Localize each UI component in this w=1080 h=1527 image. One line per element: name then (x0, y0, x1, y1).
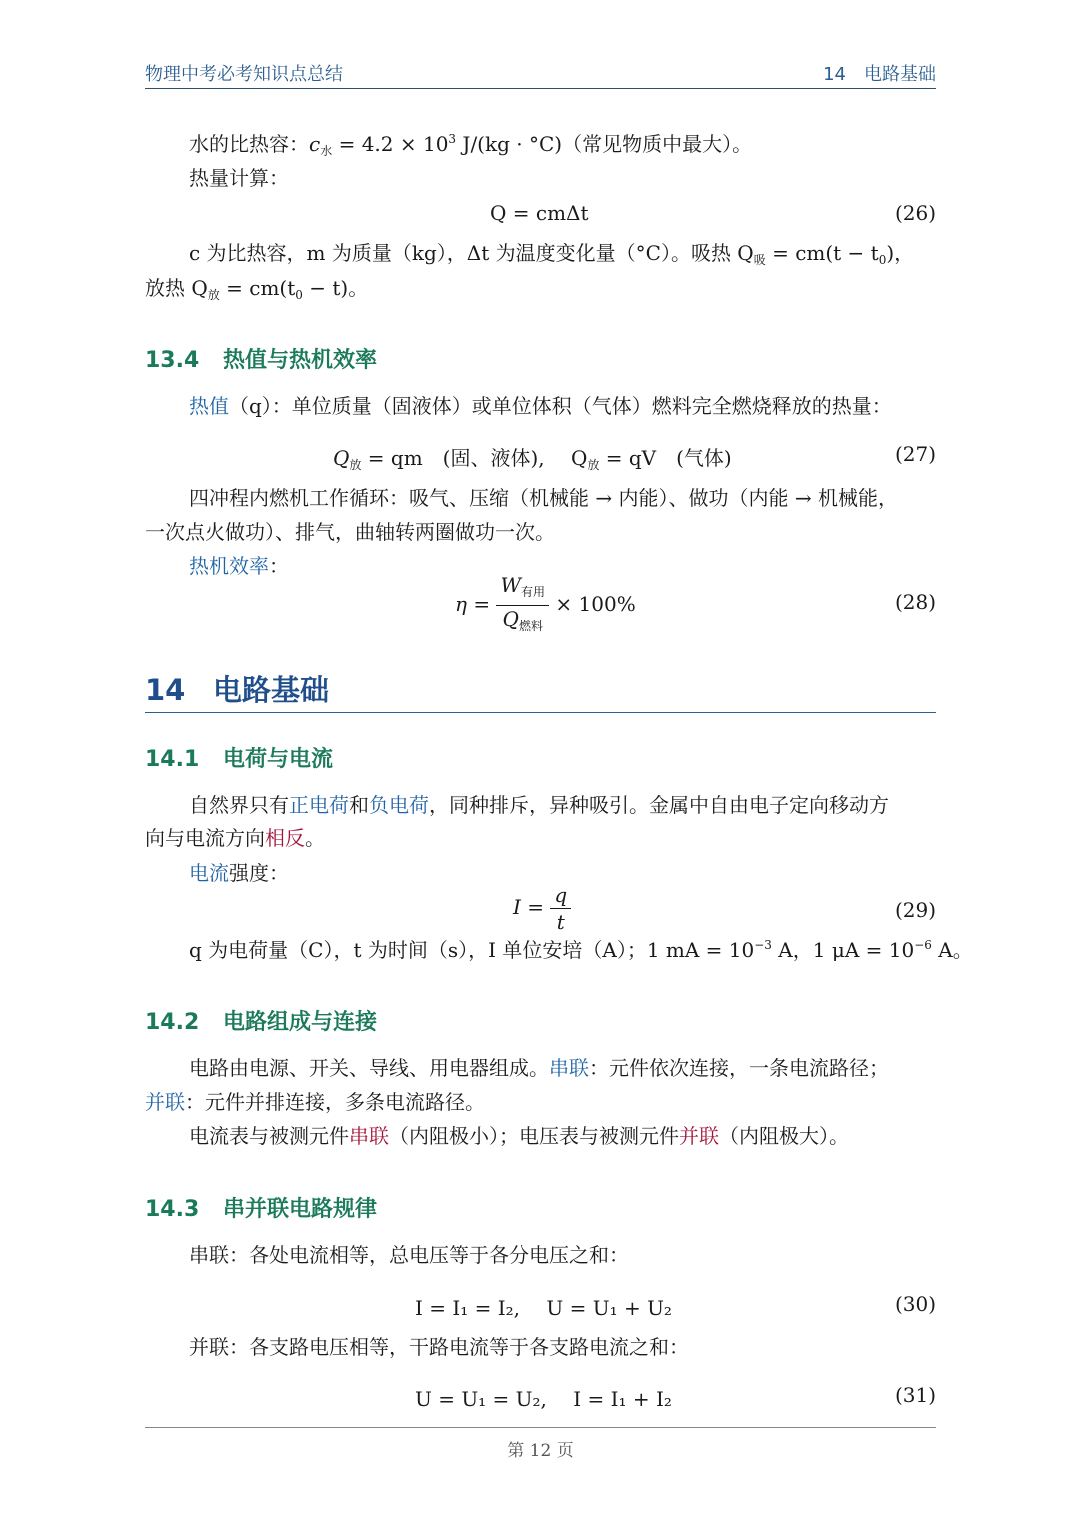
section-title: 串并联电路规律 (223, 1197, 378, 1222)
eq29-lhs: I = (513, 895, 545, 919)
term-opposite: 相反 (265, 826, 305, 850)
eq28-denominator-sub: 燃料 (518, 619, 543, 633)
circuit-text-a: 电路由电源、开关、导线、用电器组成。 (189, 1056, 549, 1080)
charge-text-d: 向与电流方向 (145, 826, 265, 850)
equation-26-number: (26) (894, 201, 936, 225)
water-value: = 4.2 × 10 (338, 132, 449, 156)
eq27-sub1: 放 (349, 458, 362, 472)
term-parallel-red: 并联 (679, 1124, 719, 1148)
equation-31-number: (31) (894, 1383, 936, 1407)
meter-text-b: （内阻极小）；电压表与被测元件 (389, 1124, 679, 1148)
heat-def-line-2: 放热 $Q_放 = cm(t_0 - t)$。 (145, 276, 369, 302)
equation-27: $Q_放$ = qm (固、液体), $Q_放$ = qV (气体) (333, 446, 732, 472)
eq28-numerator: W (500, 573, 522, 597)
term-heat-value: 热值 (189, 394, 229, 418)
equation-26: Q = cmΔt (490, 201, 589, 225)
equation-27-number: (27) (894, 442, 936, 466)
section-number: 14.3 (145, 1197, 200, 1222)
section-number: 14.1 (145, 747, 200, 772)
circuit-line-1 (189, 1058, 889, 1078)
circuit-text-b: ：元件依次连接，一条电流路径； (589, 1056, 889, 1080)
release-tail: = cm(t (219, 276, 296, 300)
eq28-fraction (496, 572, 549, 639)
equation-31: U = U₁ = U₂, I = I₁ + I₂ (415, 1387, 672, 1411)
charge-text-b: 和 (349, 793, 369, 817)
footer-divider (145, 1427, 936, 1428)
release-subscript: 放 (207, 288, 220, 302)
section-title: 电路组成与连接 (223, 1010, 378, 1035)
meter-text-c: （内阻极大）。 (719, 1124, 849, 1148)
units-exp-2: −6 (914, 938, 932, 952)
meter-text-a: 电流表与被测元件 (189, 1124, 349, 1148)
section-14-3-heading (145, 1192, 377, 1223)
equation-30: I = I₁ = I₂, U = U₁ + U₂ (415, 1296, 672, 1320)
term-positive-charge: 正电荷 (289, 793, 349, 817)
section-title: 电荷与电流 (223, 747, 334, 772)
eq27-mid: = qm (固、液体), Q (361, 446, 588, 470)
term-efficiency: 热机效率 (189, 554, 269, 578)
heat-calc-label: 热量计算： (189, 166, 289, 190)
absorb-subscript: 吸 (753, 253, 766, 267)
section-number: 13.4 (145, 348, 200, 373)
current-label-text: 强度： (229, 861, 289, 885)
efficiency-label (189, 556, 289, 576)
section-14-1-heading (145, 742, 333, 773)
current-units-line (189, 939, 973, 960)
heat-def-end: )， (886, 241, 915, 265)
eq28-numerator-sub: 有用 (521, 585, 546, 599)
charge-text-a: 自然界只有 (189, 793, 289, 817)
section-title: 热值与热机效率 (223, 348, 378, 373)
eq28-eta: η = (455, 592, 491, 616)
water-unit: J/(kg · °C)（常见物质中最大）。 (456, 132, 753, 156)
charge-text-e: 。 (305, 826, 325, 850)
term-negative-charge: 负电荷 (369, 793, 429, 817)
eq28-denominator: Q (502, 607, 519, 631)
units-text-c: A。 (931, 938, 973, 962)
units-text-b: A，1 μA = 10 (771, 938, 915, 962)
water-exponent: 3 (448, 132, 457, 146)
units-exp-1: −3 (754, 938, 772, 952)
release-end: − t)。 (302, 276, 369, 300)
heat-def-line-1: c 为比热容，m 为质量（kg），Δt 为温度变化量（°C）。吸热 $Q_吸 = cm(t - t_0)$， (189, 241, 915, 267)
page-number: 第 12 页 (507, 1441, 574, 1461)
equation-28-number: (28) (894, 590, 936, 614)
heat-value-text: （q）：单位质量（固液体）或单位体积（气体）燃料完全燃烧释放的热量： (229, 394, 892, 418)
header-title: 物理中考必考知识点总结 (145, 64, 343, 85)
eq27-end: = qV (气体) (599, 446, 732, 470)
equation-29 (513, 882, 571, 935)
section-14-2-heading (145, 1005, 377, 1036)
eq27-q1: Q (333, 446, 350, 470)
heat-value-def (189, 396, 892, 416)
term-series-red: 串联 (349, 1124, 389, 1148)
meter-line (189, 1126, 849, 1146)
charge-line-2 (145, 828, 325, 848)
water-specific-heat-line: 水的比热容：$c_水 = 4.2 \times 10^3$ J/(kg · °C)（常见物质中最大）。 (189, 132, 753, 158)
eq29-fraction (550, 882, 571, 935)
circuit-text-c: ：元件并排连接，多条电流路径。 (185, 1090, 485, 1114)
section-number: 14.2 (145, 1010, 200, 1035)
eq29-numerator: q (554, 883, 568, 907)
term-series: 串联 (549, 1056, 589, 1080)
document-page (145, 0, 973, 1527)
charge-line-1 (189, 795, 889, 815)
efficiency-colon: ： (269, 554, 289, 578)
equation-30-number: (30) (894, 1292, 936, 1316)
chapter-14-heading (145, 668, 936, 713)
eq29-denominator: t (556, 910, 565, 934)
equation-28 (455, 572, 636, 639)
section-13-4-heading (145, 343, 377, 374)
engine-cycle-line-2: 一次点火做功）、排气，曲轴转两圈做功一次。 (145, 520, 555, 544)
engine-cycle-line-1: 四冲程内燃机工作循环：吸气、压缩（机械能 → 内能）、做功（内能 → 机械能， (189, 486, 898, 510)
charge-text-c: ，同种排斥，异种吸引。金属中自由电子定向移动方 (429, 793, 889, 817)
release-pre: 放热 Q (145, 276, 208, 300)
parallel-rule-text: 并联：各支路电压相等，干路电流等于各支路电流之和： (189, 1335, 689, 1359)
term-current: 电流 (189, 861, 229, 885)
water-label: 水的比热容： (189, 132, 309, 156)
chapter-title: 电路基础 (213, 673, 330, 707)
eq28-tail: × 100% (555, 592, 636, 616)
series-rule-text: 串联：各处电流相等，总电压等于各分电压之和： (189, 1243, 629, 1267)
header-chapter: 14 电路基础 (823, 64, 936, 85)
chapter-number: 14 (145, 673, 186, 707)
circuit-line-2 (145, 1092, 485, 1112)
units-text-a: q 为电荷量（C），t 为时间（s），I 单位安培（A）；1 mA = 10 (189, 938, 755, 962)
term-parallel: 并联 (145, 1090, 185, 1114)
heat-def-tail: = cm(t − t (765, 241, 879, 265)
running-header (145, 60, 936, 89)
heat-def-text: c 为比热容，m 为质量（kg），Δt 为温度变化量（°C）。吸热 Q (189, 241, 754, 265)
equation-29-number: (29) (894, 898, 936, 922)
current-intensity-label (189, 863, 289, 883)
